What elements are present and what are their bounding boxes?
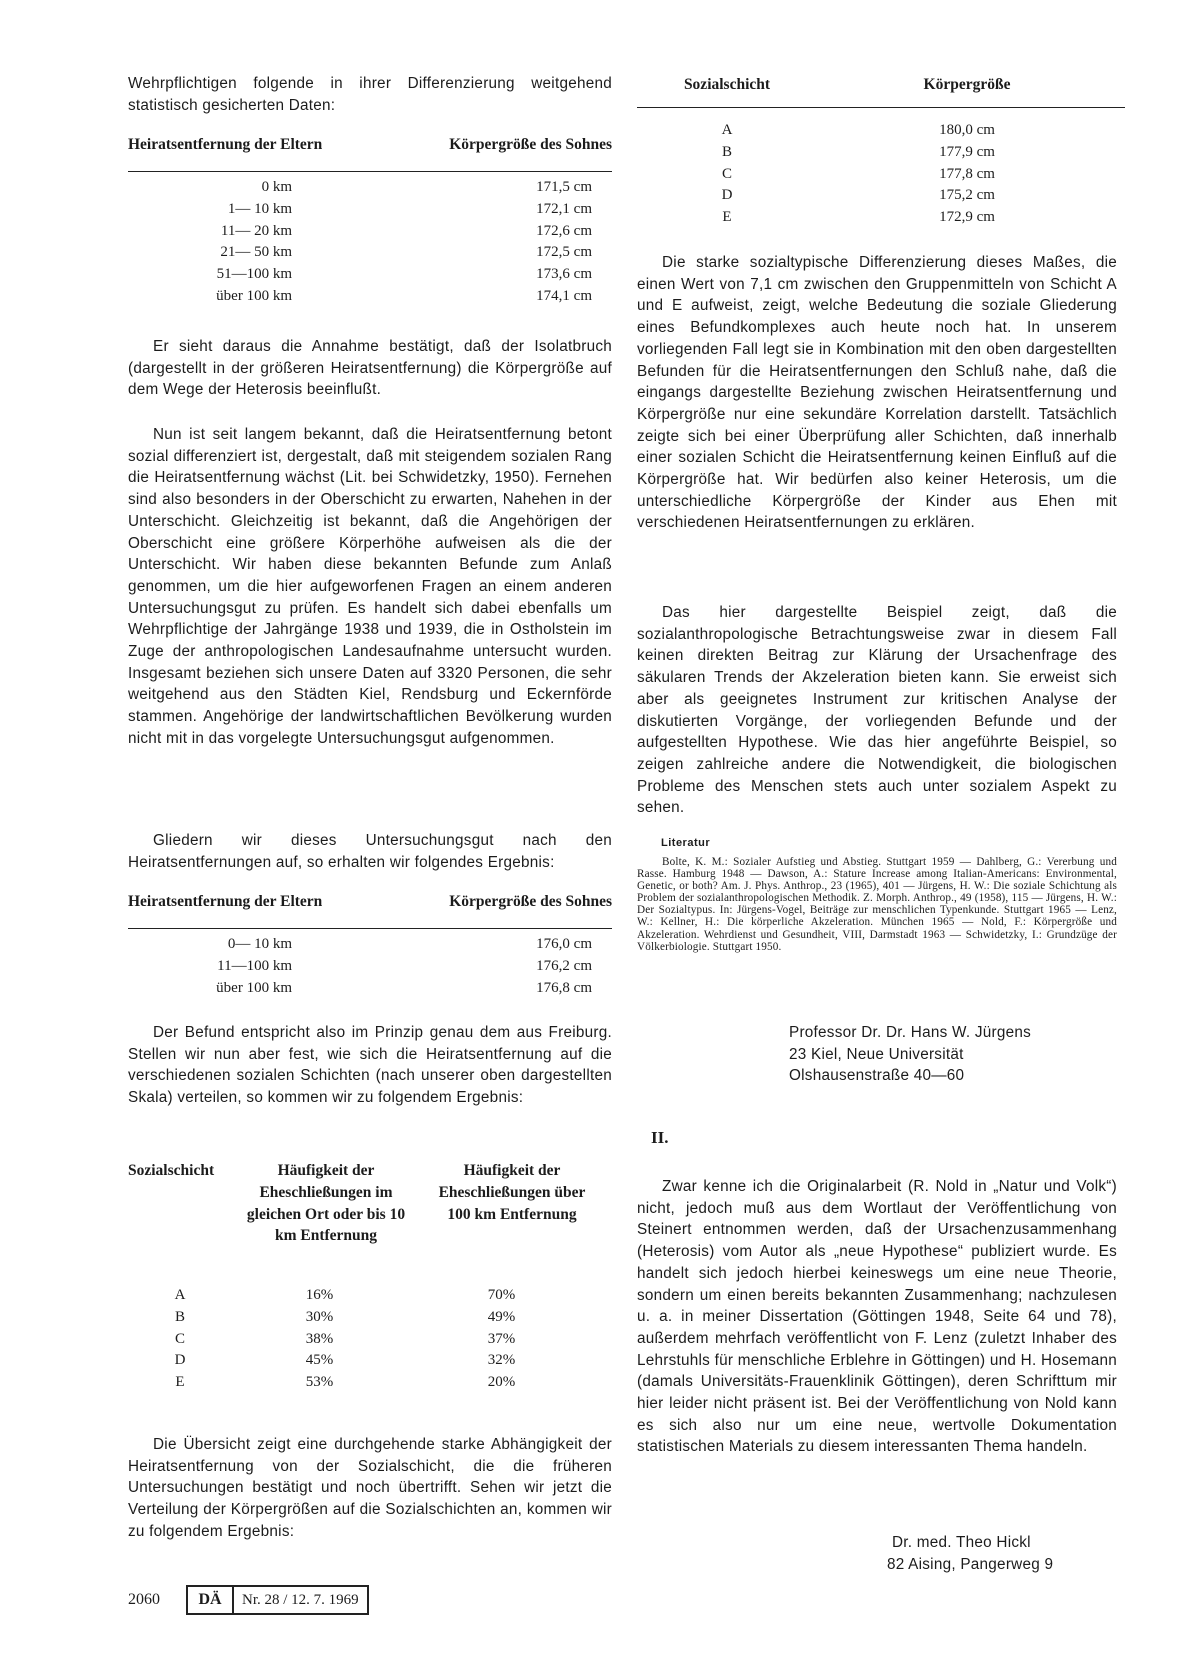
literature-heading: Literatur [661, 837, 711, 849]
column-header-sozialschicht: Sozialschicht [683, 76, 771, 93]
table-row: D 175,2 cm [721, 187, 995, 204]
table-row: 11— 20 km 172,6 cm [220, 222, 592, 239]
paragraph-befund: Der Befund entspricht also im Prinzip genau dem aus Freiburg. Stellen wir nun aber fest, wie sich die Heiratsentfernung auf die verschiedenen sozialen Schichten (nach unserer oben dargestellten Skala) verteilen, so kommen wir zu folgendem Ergebnis: [128, 1024, 612, 1107]
table-header [128, 1160, 612, 1247]
column-header-distant: Häufigkeit der Eheschließungen über 100 km Entfernung [438, 1162, 586, 1223]
table-row: über 100 km 174,1 cm [216, 287, 592, 304]
table-row: 11—100 km 176,2 cm [217, 957, 592, 974]
author-street: Olshausenstraße 40—60 [789, 1067, 965, 1085]
journal-box [186, 1585, 369, 1615]
author-name: Dr. med. Theo Hickl [892, 1534, 1031, 1551]
column-header-local: Häufigkeit der Eheschließungen im gleichen Ort oder bis 10 km Entfernung [246, 1162, 406, 1245]
table-row: E 53% 20% [175, 1374, 516, 1391]
intro-paragraph: Wehrpflichtigen folgende in ihrer Differenzierung weitgehend statistisch gesicherten Daten: [128, 75, 612, 114]
table-height-by-distance-2 [128, 893, 612, 996]
paragraph-gliedern: Gliedern wir dieses Untersuchungsgut nach den Heiratsentfernungen auf, so erhalten wir folgendes Ergebnis: [128, 832, 612, 871]
author-signature-juergens [789, 1022, 1117, 1087]
literature-list: Bolte, K. M.: Sozialer Aufstieg und Abstieg. Stuttgart 1959 — Dahlberg, G.: Vererbung und Rasse. Hamburg 1948 — Dawson, A.: Stature Increase among Italian-Americans: Environmental, Genetic, or both? Am. J. Phys. Anthrop., 23 (1965), 401 — Jürgens, H. W.: Die soziale Schichtung als Problem der sozialanthropologischen Methodik. Z. Morph. Anthrop., 49 (1958), 115 — Jürgens, H. W.: Der Sozialtypus. In: Jürgens-Vogel, Beiträge zur menschlichen Typenkunde. Stuttgart 1965 — Lenz, W.: Kellner, H.: Die körperliche Akzeleration. München 1965 — Nold, F.: Körpergröße und Akzeleration. Wehrdienst und Gesundheit, VIII, Darmstadt 1963 — Schwidetzky, I.: Grundzüge der Völkerbiologie. Stuttgart 1950. [637, 856, 1117, 953]
table-row: C 38% 37% [174, 1330, 516, 1347]
paragraph-isolatbruch: Er sieht daraus die Annahme bestätigt, daß der Isolatbruch (dargestellt in der größeren Heiratsentfernung) die Körpergröße auf dem Wege der Heterosis beeinflußt. [128, 338, 612, 399]
author-address: 82 Aising, Pangerweg 9 [887, 1555, 1054, 1573]
paragraph-differenzierung: Die starke sozialtypische Differenzierung dieses Maßes, die einen Wert von 7,1 cm zwischen den Gruppenmitteln von Schicht A und E aufweist, zeigt, welche Bedeutung die soziale Gliederung eines Befundkomplexes auch heute noch hat. In unserem vorliegenden Fall legt sie in Kombination mit den oben dargestellten Befunden für die Heiratsentfernungen den Schluß nahe, daß die eingangs dargestellte Beziehung zwischen Heiratsentfernung und Körpergröße nur eine sekundäre Korrelation darstellt. Tatsächlich zeigte sich bei einer Überprüfung aller Schichten, daß innerhalb einer sozialen Schicht die Heiratsentfernung keinen Einfluß auf die Körpergröße hat. Wir bedürfen also keiner Heterosis, um die unterschiedliche Körpergröße der Kinder aus Ehen mit verschiedenen Heiratsentfernungen zu erklären. [637, 254, 1117, 532]
column-header-height: Körpergröße des Sohnes [449, 893, 612, 910]
paragraph-uebersicht: Die Übersicht zeigt eine durchgehende starke Abhängigkeit der Heiratsentfernung von der Sozialschicht, die die früheren Untersuchungen bestätigt und noch übertrifft. Sehen wir jetzt die Verteilung der Körpergrößen auf die Sozialschichten an, kommen wir zu folgendem Ergebnis: [128, 1436, 612, 1540]
table-row: 1— 10 km 172,1 cm [227, 200, 592, 217]
issue-info: Nr. 28 / 12. 7. 1969 [242, 1591, 359, 1608]
table-row: 0 km 171,5 cm [261, 179, 592, 195]
table-rule [637, 107, 1125, 108]
table-rule [128, 171, 612, 172]
author-address: 23 Kiel, Neue Universität [789, 1045, 964, 1063]
column-header-distance: Heiratsentfernung der Eltern [128, 136, 323, 153]
column-header-koerpergroesse: Körpergröße [923, 76, 1011, 93]
table-row: 51—100 km 173,6 cm [216, 266, 592, 283]
column-header-sozialschicht: Sozialschicht [128, 1162, 215, 1179]
author-name: Professor Dr. Dr. Hans W. Jürgens [789, 1024, 1032, 1041]
table-row: E 172,9 cm [722, 209, 995, 226]
table-row: A 180,0 cm [721, 122, 995, 138]
paragraph-heiratsentfernung: Nun ist seit langem bekannt, daß die Heiratsentfernung betont sozial differenziert ist, dergestalt, daß mit steigendem sozialen Rang die Heiratsentfernung wächst (Lit. bei Schwidetzky, 1950). Fernehen sind also besonders in der Oberschicht zu erwarten, Nahehen in der Unterschicht. Gleichzeitig ist bekannt, daß die Angehörigen der Oberschicht eine größere Körperhöhe aufweisen als die der Unterschicht. Wir haben diese bekannten Befunde zum Anlaß genommen, um die hier aufgeworfenen Fragen an einem anderen Untersuchungsgut zu prüfen. Es handelt sich dabei ebenfalls um Wehrpflichtige der Jahrgänge 1938 und 1939, die in Ostholstein im Zuge der anthropologischen Landesaufnahme untersucht wurden. Insgesamt beziehen sich unsere Daten auf 3320 Personen, die sehr weitgehend aus den Städten Kiel, Rendsburg und Eckernförde stammen. Angehörige der landwirtschaftlichen Bevölkerung wurden nicht mit in das vorgelegte Untersuchungsgut aufgenommen. [128, 426, 612, 747]
column-header-distance: Heiratsentfernung der Eltern [128, 893, 323, 910]
table-row: A 16% 70% [174, 1287, 516, 1303]
page-number: 2060 [128, 1591, 160, 1608]
section-heading: II. [651, 1128, 669, 1147]
table-row: D 45% 32% [174, 1352, 516, 1369]
journal-mark: DÄ [188, 1587, 234, 1613]
paragraph-originalarbeit: Zwar kenne ich die Originalarbeit (R. Nold in „Natur und Volk“) nicht, jedoch muß aus dem Wortlaut der Veröffentlichung von Steinert entnommen werden, daß der Ursachenzusammenhang (Heterosis) vom Autor als „neue Hypothese“ publiziert wurde. Es handelt sich jedoch hierbei keineswegs um eine neue Theorie, sondern um einen bereits bekannten Zusammenhang; nachzulesen u. a. in meiner Dissertation (Göttingen 1948, Seite 64 und 78), außerdem mehrfach veröffentlicht von F. Lenz (zuletzt Inhaber des Lehrstuhls für menschliche Erblehre in Göttingen) und H. Hosemann (damals Universitäts-Frauenklinik Göttingen), deren Schrifttum mir hier leider nicht präsent ist. Bei der Veröffentlichung von Nold kann es sich also nur um eine neue, wertvolle Dokumentation statistischen Materials zu diesem interessanten Thema handeln. [637, 1178, 1117, 1456]
table-header [128, 136, 612, 158]
column-header-height: Körpergröße des Sohnes [449, 136, 612, 153]
table-row: B 177,9 cm [721, 143, 995, 160]
table-header [637, 76, 1117, 98]
author-signature-hickl [887, 1532, 1117, 1575]
table-row: 0— 10 km 176,0 cm [227, 936, 592, 952]
page-footer [128, 1584, 369, 1616]
table-height-by-distance-1 [128, 136, 612, 304]
table-marriage-frequency [128, 1160, 612, 1391]
table-rule [128, 928, 612, 929]
table-row: über 100 km 176,8 cm [216, 979, 592, 996]
paragraph-beispiel: Das hier dargestellte Beispiel zeigt, daß die sozialanthropologische Betrachtungsweise zwar in diesem Fall keinen direkten Beitrag zur Klärung der Ursachenfrage des säkularen Trends der Akzeleration bieten kann. Sie erweist sich aber als geeignetes Instrument zur kritischen Analyse der diskutierten Vorgänge, der vorliegenden Befunde und der aufgestellten Hypothese. Wie das hier angeführte Beispiel, so zeigen zahlreiche andere die Notwendigkeit, die biologischen Probleme des Menschen stets auch unter sozialem Aspekt zu sehen. [637, 604, 1117, 817]
table-header [128, 893, 612, 915]
table-height-by-class [637, 76, 1117, 226]
table-row: C 177,8 cm [721, 165, 995, 182]
table-row: B 30% 49% [174, 1308, 516, 1325]
table-row: 21— 50 km 172,5 cm [220, 244, 592, 261]
